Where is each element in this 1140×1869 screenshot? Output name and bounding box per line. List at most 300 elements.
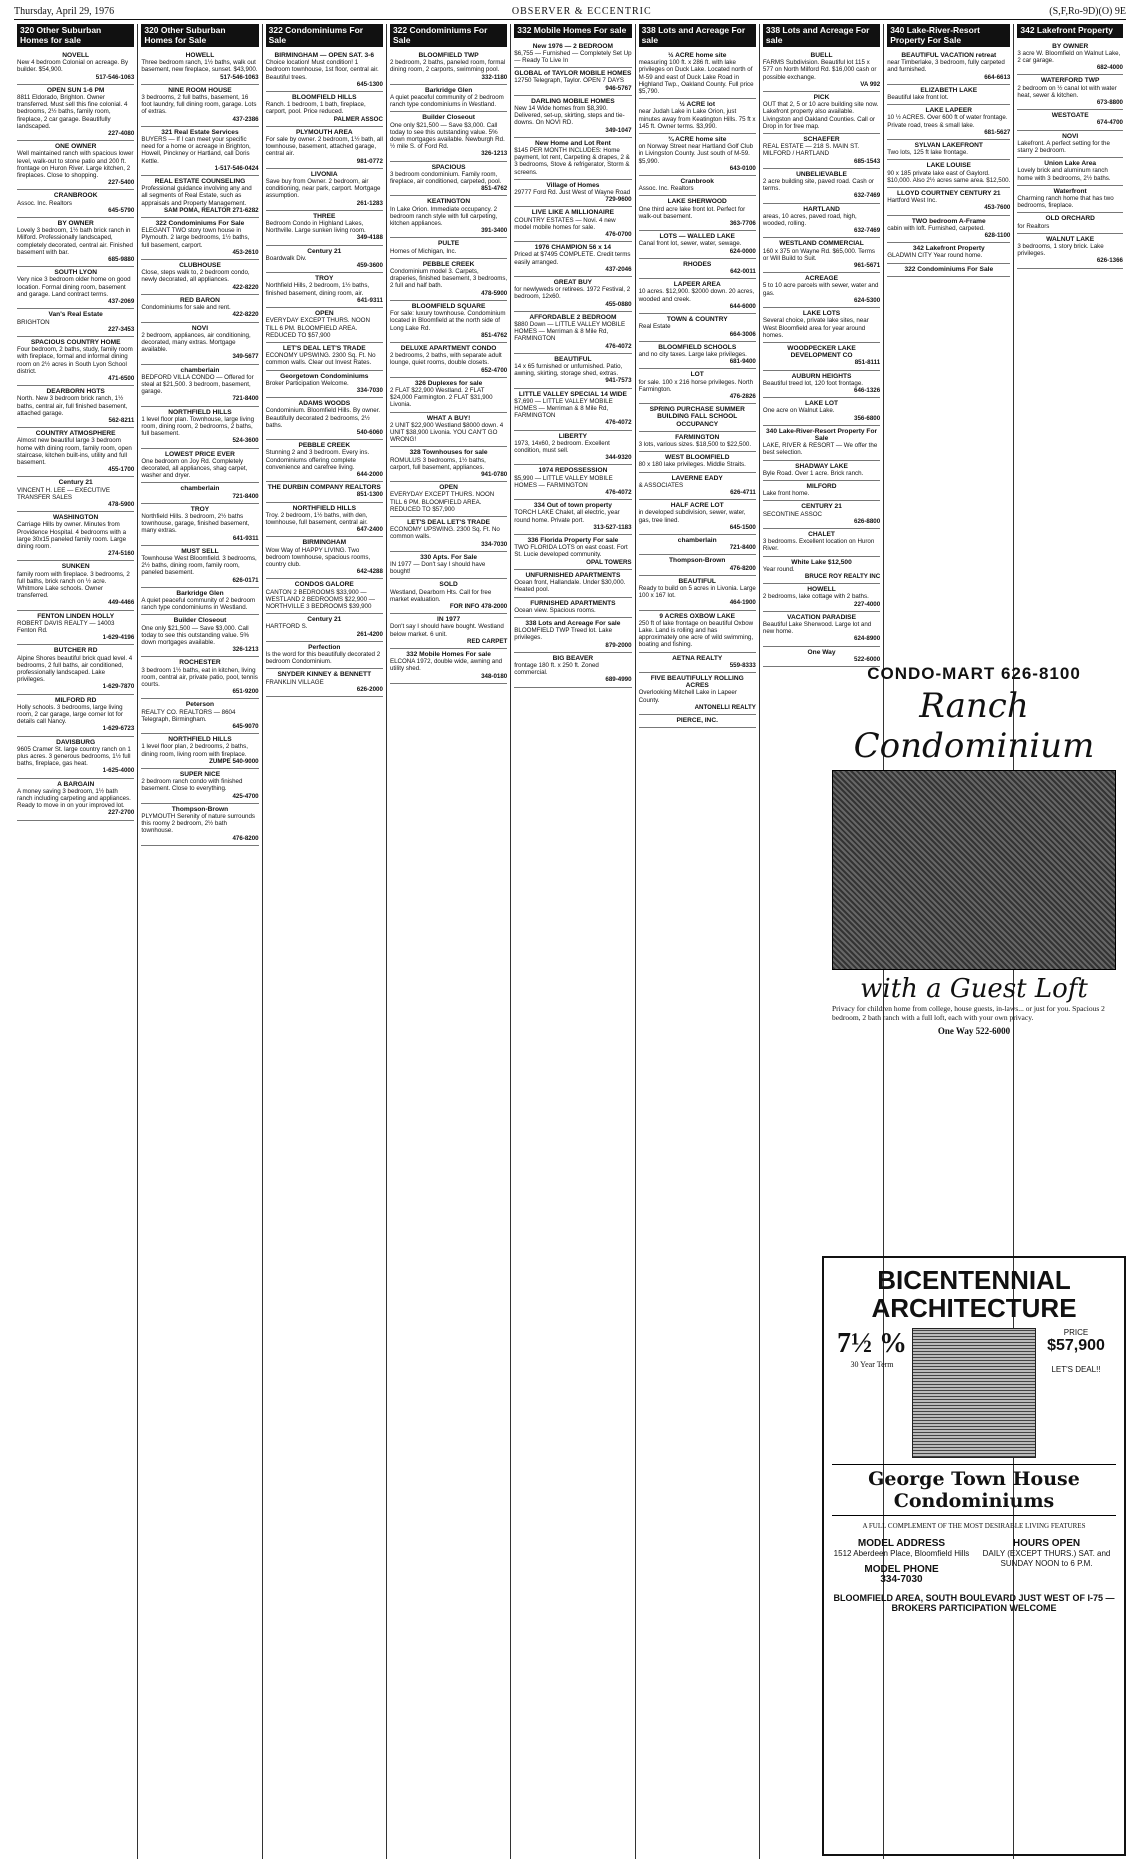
- ad-body: One third acre lake front lot. Perfect for walk-out basement.: [638, 205, 746, 220]
- ad-phone: 540-6060: [356, 428, 383, 436]
- classified-ad: [514, 180, 631, 208]
- ad-title: LAKE LOT: [805, 400, 839, 408]
- classified-ad: [266, 579, 383, 614]
- ad-title: WOODPECKER LAKE DEVELOPMENT CO: [787, 344, 856, 360]
- section-header: 338 Lots and Acreage For sale: [639, 24, 756, 47]
- ad-title: WESTLAND COMMERCIAL: [779, 240, 864, 248]
- ad-phone: 946-5767: [605, 84, 632, 92]
- ad-title: NOVELL: [62, 52, 90, 59]
- ad-phone: 645-9070: [232, 723, 259, 731]
- ad-body: EVERYDAY EXCEPT THURS. NOON TILL 6 PM. BLOOMFIELD AREA. REDUCED TO $57,900: [265, 317, 370, 339]
- ad-body: 1 level floor plan. Townhouse, large living room, dining room, 2 bedrooms, 2 baths, full basement.: [141, 415, 255, 438]
- ad-phone: 624-5300: [854, 296, 881, 304]
- ad-phone: 645-5790: [108, 206, 135, 214]
- ad-title: 338 Lots and Acreage For sale: [525, 619, 621, 627]
- ad-body: 29777 Ford Rd. Just West of Wayne Road: [514, 188, 631, 196]
- classified-ad: [141, 407, 258, 449]
- ad-body: Lovely 3 bedroom, 1½ bath brick ranch in Milford. Professionally landscaped, completely decorated, central air. Finished basement with bar.: [17, 227, 133, 256]
- ad-title: HALF ACRE LOT: [670, 502, 724, 510]
- classified-ad: [887, 264, 1010, 277]
- classified-ad: [266, 246, 383, 274]
- ad-title: RHODES: [683, 260, 712, 268]
- ad-body: 2 UNIT $22,900 Westland $8000 down. 4 UNIT $38,900 Livonia. YOU CAN'T GO WRONG!: [389, 421, 504, 444]
- ad-phone: 1-517-546-0424: [214, 164, 259, 172]
- classified-ad: [1017, 213, 1123, 233]
- section-header: 340 Lake-River-Resort Property For Sale: [887, 24, 1010, 47]
- ad-phone: 348-0180: [481, 672, 508, 680]
- classified-ad: [639, 653, 756, 673]
- ad-phone: 449-4466: [108, 599, 135, 607]
- classified-ad: [141, 546, 258, 588]
- ad-title: OLD ORCHARD: [1045, 215, 1095, 223]
- ad-title: BUELL: [810, 52, 833, 59]
- classified-ad: [266, 50, 383, 92]
- ad-phone: 644-6000: [729, 302, 756, 310]
- classified-ad: [514, 618, 631, 653]
- section-header: 338 Lots and Acreage For sale: [763, 24, 880, 47]
- ad-title: NOVI: [191, 324, 209, 332]
- column-4: [387, 24, 511, 1859]
- column-6: [636, 24, 760, 1859]
- ad-title: Thompson-Brown: [171, 805, 229, 813]
- classified-ad: [514, 207, 631, 242]
- classified-ad: [514, 354, 631, 389]
- ad-phone: 227-2700: [108, 809, 135, 817]
- ad-phone: 685-9880: [108, 256, 135, 264]
- ad-title: LIBERTY: [558, 432, 588, 440]
- ad-phone: 628-1100: [984, 232, 1011, 240]
- ad-phone: 478-5900: [108, 500, 135, 508]
- ad-title: LIVE LIKE A MILLIONAIRE: [531, 209, 615, 217]
- ad-title: 328 Townhouses for sale: [409, 449, 488, 457]
- ad-body: OUT that 2, 5 or 10 acre building site now. Lakefront property also available. Livingston and Oakland Counties. Call or Drop in for free map.: [762, 101, 879, 130]
- ad-body: Two lots, 125 ft lake frontage.: [887, 149, 969, 157]
- ad-phone: 674-4700: [1096, 119, 1123, 127]
- ad-body: Several choice, private lake sites, near West Bloomfield area for year around homes.: [762, 317, 869, 339]
- classified-ad: [763, 612, 880, 647]
- classified-ad: [141, 615, 258, 657]
- ad-title: MILFORD RD: [54, 696, 97, 704]
- ad-phone: ZUMPE 540-9000: [209, 757, 259, 765]
- ad-phone: 344-9320: [605, 454, 632, 462]
- section-header: 322 Condominiums For Sale: [266, 24, 383, 47]
- ad-body: Condominiums for sale and rent.: [141, 304, 231, 312]
- ad-body: Assoc. Inc. Realtors: [638, 185, 694, 193]
- ad-phone: 632-7469: [854, 227, 881, 235]
- ad-phone: 326-1213: [481, 150, 508, 158]
- classified-ad: [514, 242, 631, 277]
- classified-ad: [266, 169, 383, 211]
- ad-phone: 562-8211: [108, 416, 135, 424]
- ad-phone: 559-8333: [729, 661, 756, 669]
- ad-title: FURNISHED APARTMENTS: [530, 599, 616, 607]
- classified-ad: [141, 804, 258, 846]
- ad-phone: 464-1900: [729, 599, 756, 607]
- ad-body: A money saving 3 bedroom, 1½ bath ranch including carpeting and appliances. Ready to move in on your improved lot.: [17, 787, 131, 810]
- ad-title: Barkridge Glen: [424, 86, 473, 94]
- ad-body: & ASSOCIATES: [638, 481, 684, 489]
- classified-ad: [266, 273, 383, 308]
- ad-title: WEST BLOOMFIELD: [664, 454, 730, 462]
- ad-phone: 651-9200: [232, 688, 259, 696]
- classified-ad: [514, 431, 631, 466]
- column-1: [14, 24, 138, 1859]
- ad-phone: 981-0772: [356, 157, 383, 165]
- ad-title: ACREAGE: [805, 275, 839, 283]
- classified-ad: [17, 85, 134, 141]
- classified-ad: [514, 535, 631, 570]
- classified-ad: [887, 140, 1010, 160]
- classified-ad: [141, 734, 258, 769]
- ad-phone: 476-4072: [605, 419, 632, 427]
- ad-body: FARMS Subdivision. Beautiful lot 115 x 577 on North Milford Rd. $16,000 cash or possible exchange.: [762, 59, 877, 81]
- classified-ad: [390, 447, 507, 482]
- ad-body: Three bedroom ranch, 1½ baths, walk out basement, new fireplace, sunset. $43,900.: [141, 59, 258, 74]
- classified-ad: [763, 529, 880, 557]
- ad-title: Georgetown Condominiums: [280, 372, 369, 380]
- classified-ad: [390, 85, 507, 113]
- ad-phone: VA 992: [860, 80, 881, 88]
- ad-phone: 664-6613: [984, 73, 1011, 81]
- ad-phone: 326-1213: [232, 646, 259, 654]
- ad-body: A quiet peaceful community of 2 bedroom ranch type condominiums in Westland.: [389, 94, 504, 109]
- classified-ad: [1017, 41, 1123, 76]
- classified-ad: [763, 481, 880, 501]
- ad-body: New 14 Wide homes from $8,390. Delivered, set-up, skirting, steps and tie-downs. On NOVI RD.: [514, 104, 625, 127]
- ad-title: 334 Out of town property: [533, 502, 612, 510]
- ad-body: near Judah Lake in Lake Orion, just minutes away from Keatington Hills. 75 ft x 145 ft. Owner terms. $3,990.: [638, 108, 756, 130]
- model-phone-label: MODEL PHONE: [864, 1564, 939, 1575]
- ad-body: A quiet peaceful community of 2 bedroom ranch type condominiums in Westland.: [141, 597, 256, 612]
- classified-ad: [390, 649, 507, 684]
- ad-body: Holly schools. 3 bedrooms, large living room, 2 car garage, large corner lot for details call Nancy.: [17, 703, 123, 726]
- ad-body: family room with fireplace. 3 bedrooms, 2 full baths, brick ranch on ½ acre. Whitmore Lake schools. Owner transferred.: [17, 570, 130, 600]
- ad-phone: OPAL TOWERS: [586, 558, 632, 566]
- classified-ad: [763, 461, 880, 481]
- ad-title: PULTE: [438, 240, 460, 248]
- ad-title: CRANBROOK: [53, 192, 98, 200]
- classified-ad: [763, 50, 880, 92]
- ad-title: WESTGATE: [1051, 112, 1089, 120]
- ad-body: Professional guidance involving any and all segments of Real Estate, such as appraisals and Property Management.: [141, 185, 252, 207]
- classified-ad: [266, 398, 383, 440]
- ad-phone: 453-2610: [232, 248, 259, 256]
- ad-title: Century 21: [307, 616, 342, 624]
- ad-phone: 476-0700: [605, 230, 632, 238]
- classified-ad: [266, 92, 383, 127]
- ad-title: LAPEER AREA: [673, 281, 721, 289]
- ad-phone: 624-8900: [854, 635, 881, 643]
- ad-title: THE DURBIN COMPANY REALTORS: [267, 484, 381, 492]
- ad-title: DEARBORN HGTS: [46, 388, 105, 396]
- ad-body: 3 bedrooms, 1 story brick. Lake privileges.: [1017, 242, 1104, 258]
- guest-loft-title: with a Guest Loft: [860, 974, 1088, 1004]
- ad-phone: 334-7030: [356, 386, 383, 394]
- classified-ad: [639, 500, 756, 535]
- ad-title: Peterson: [185, 701, 215, 709]
- ad-title: chamberlain: [180, 485, 220, 493]
- classified-ad: [141, 504, 258, 546]
- classified-ad: [639, 404, 756, 432]
- classified-ad: [390, 196, 507, 238]
- classified-ad: [639, 535, 756, 555]
- ad-body: near Timberlake, 3 bedroom, fully carpeted and furnished.: [887, 59, 1005, 74]
- ad-title: ADAMS WOODS: [298, 400, 351, 408]
- classified-ad: [763, 426, 880, 461]
- ad-body: Homes of Michigan, Inc.: [389, 247, 457, 255]
- ad-title: Village of Homes: [546, 181, 600, 189]
- ad-title: BIRMINGHAM: [302, 539, 347, 547]
- ad-body: Boardwalk Div.: [265, 254, 307, 262]
- ad-phone: 356-6800: [854, 414, 881, 422]
- ad-title: TOWN & COUNTRY: [666, 316, 728, 324]
- ad-phone: 261-4200: [356, 630, 383, 638]
- ad-title: Van's Real Estate: [48, 311, 103, 319]
- ad-title: LLOYD COURTNEY CENTURY 21: [897, 190, 1001, 198]
- ad-title: Barkridge Glen: [176, 589, 224, 597]
- ad-phone: 422-8220: [232, 283, 259, 291]
- classified-ad: [639, 555, 756, 575]
- ad-body: LAKE, RIVER & RESORT — We offer the best selection.: [762, 442, 878, 457]
- ad-body: 5 to 10 acre parcels with sewer, water and gas.: [762, 282, 879, 297]
- ad-body: 3 acre W. Bloomfield on Walnut Lake, 2 car garage.: [1017, 49, 1121, 64]
- ad-body: REALTY CO. REALTORS — 8604 Telegraph, Birmingham.: [141, 708, 236, 723]
- ad-phone: 642-0011: [730, 268, 756, 276]
- ad-title: BLOOMFIELD HILLS: [292, 94, 357, 102]
- ad-title: HARTLAND: [803, 205, 840, 213]
- ad-phone: 334-7030: [481, 540, 508, 548]
- ad-phone: 645-1300: [356, 80, 383, 88]
- ad-body: 3 bedrooms, 2 full baths, basement, 16 foot laundry, full dining room, garage. Lots of extras.: [141, 94, 257, 116]
- ad-title: HOWELL: [185, 52, 215, 59]
- ad-body: 160 x 375 on Wayne Rd. $65,000. Terms or Will Build to Suit.: [762, 247, 876, 262]
- section-header: 332 Mobile Homes For sale: [514, 24, 631, 38]
- ad-title: Century 21: [58, 479, 93, 487]
- ad-title: LOWEST PRICE EVER: [164, 450, 235, 458]
- ad-body: Hartford West Inc.: [887, 197, 937, 205]
- one-way-phone: One Way 522-6000: [937, 1026, 1011, 1036]
- page-code: (S,F,Ro-9D)(O) 9E: [1049, 6, 1126, 17]
- tagline: A FULL COMPLEMENT OF THE MOST DESIRABLE LIVING FEATURES: [862, 1522, 1086, 1530]
- ad-body: Choice location! Must condition! 1 bedroom townhouse, 1st floor, central air. Beautiful trees.: [265, 59, 379, 81]
- interior-photo: [832, 770, 1116, 970]
- classified-ad: [141, 85, 258, 127]
- ad-title: 1976 CHAMPION 56 x 14: [534, 244, 612, 252]
- ad-body: For sale: luxury townhouse. Condominium located in Bloomfield at the north side of Long Lake Rd.: [389, 310, 506, 332]
- classified-ad: [17, 309, 134, 337]
- classified-ad: [639, 231, 756, 259]
- classified-ad: [887, 50, 1010, 85]
- ad-title: GLOBAL of TAYLOR MOBILE HOMES: [514, 70, 632, 78]
- classified-ad: [17, 645, 134, 694]
- ad-body: $7,690 — LITTLE VALLEY MOBILE HOMES — Merriman & 8 Mile Rd, FARMINGTON: [514, 397, 613, 420]
- classified-ad: [639, 259, 756, 279]
- ad-phone: 476-8200: [232, 834, 259, 842]
- classified-ad: [390, 112, 507, 161]
- bicentennial-ad: [822, 1256, 1126, 1856]
- classified-ad: [390, 50, 507, 85]
- ad-phone: 517-546-1063: [95, 73, 135, 81]
- ad-body: Assoc. Inc. Realtors: [17, 199, 73, 207]
- ad-title: OPEN SUN 1-6 PM: [46, 86, 105, 94]
- ad-title: 330 Apts. For Sale: [420, 553, 478, 561]
- ad-title: FIVE BEAUTIFULLY ROLLING ACRES: [650, 675, 744, 690]
- ad-phone: 647-2400: [356, 526, 383, 534]
- ad-body: One acre on Walnut Lake.: [762, 407, 835, 415]
- ad-body: CANTON 2 BEDROOMS $33,900 — WESTLAND 2 BEDROOMS $22,900 — NORTHVILLE 3 BEDROOMS $39,900: [265, 588, 375, 610]
- ad-title: AUBURN HEIGHTS: [791, 372, 852, 380]
- classified-ad: [514, 389, 631, 431]
- ad-phone: 349-1047: [605, 126, 632, 134]
- price-block: [1036, 1328, 1116, 1458]
- ad-body: 2 bedroom on ½ canal lot with water heat, sewer & kitchen.: [1017, 84, 1117, 99]
- classified-ad: [17, 428, 134, 477]
- ad-phone: 363-7706: [729, 220, 756, 228]
- ad-body: Townhouse West Bloomfield. 3 bedrooms, 2½ baths, dining room, family room, paneled basement.: [141, 554, 257, 577]
- ad-phone: 524-3600: [232, 437, 259, 445]
- classified-ad: [763, 92, 880, 134]
- ad-title: BIRMINGHAM — OPEN SAT. 3-6: [274, 52, 375, 59]
- ad-title: BEAUTIFUL VACATION retreat: [901, 52, 997, 59]
- masthead: [14, 4, 1126, 20]
- classified-ad: [141, 176, 258, 218]
- ad-body: 2 FLAT $22,900 Westland. 2 FLAT $24,000 Farmington. 2 FLAT $31,900 Livonia.: [389, 386, 493, 409]
- ad-phone: 681-5627: [984, 128, 1011, 136]
- classified-ad: [266, 127, 383, 169]
- ad-title: NORTHFIELD HILLS: [292, 504, 356, 512]
- classified-ad: [639, 452, 756, 472]
- ad-title: SNYDER KINNEY & BENNETT: [277, 671, 372, 679]
- model-address: 1512 Aberdeen Place, Bloomfield Hills: [833, 1549, 970, 1558]
- classified-ad: [17, 50, 134, 85]
- classified-ad: [141, 657, 258, 699]
- ad-body: 2 bedroom, appliances, air conditioning, decorated, many extras. Mortgage available.: [141, 331, 251, 354]
- ad-title: 326 Duplexes for sale: [414, 379, 483, 387]
- ad-body: Troy. 2 bedroom, 1½ baths, with den, townhouse, full basement, central air.: [265, 511, 368, 526]
- ad-title: chamberlain: [180, 366, 220, 374]
- ad-title: 322 Condominiums For Sale: [904, 265, 994, 273]
- classified-ad: [639, 576, 756, 611]
- ad-title: NINE ROOM HOUSE: [168, 86, 232, 94]
- ad-phone: 227-4080: [108, 130, 135, 138]
- ad-phone: PALMER ASSOC: [333, 115, 383, 123]
- ad-phone: 681-9400: [729, 358, 756, 366]
- classified-ad: [17, 737, 134, 779]
- ad-title: LAKE LOUISE: [926, 162, 971, 170]
- classified-ad: [266, 482, 383, 502]
- ad-body: 14 x 65 furnished or unfurnished. Patio, awning, skirting, storage shed, extras.: [514, 363, 623, 378]
- ad-title: SCHAEFER: [803, 136, 840, 144]
- ad-title: SOUTH LYON: [54, 269, 97, 277]
- ad-body: SECONTINE ASSOC: [762, 510, 823, 518]
- ranch-condo-ad: [822, 662, 1126, 1242]
- ad-body: Real Estate: [638, 323, 671, 331]
- classified-ad: [141, 699, 258, 734]
- deal-text: LET'S DEAL!!: [1051, 1365, 1101, 1374]
- ad-title: DARLING MOBILE HOMES: [531, 97, 615, 105]
- ad-body: Beautiful lake front lot.: [887, 94, 949, 102]
- ad-body: HARTFORD S.: [265, 623, 308, 631]
- classified-ad: [390, 162, 507, 197]
- classified-ad: [639, 342, 756, 370]
- ad-body: for sale. 100 x 216 horse privileges. North Farmington.: [638, 378, 754, 393]
- classified-ad: [17, 561, 134, 610]
- ad-title: One Way: [807, 648, 836, 656]
- ad-body: Westland, Dearborn Hts. Call for free market evaluation.: [389, 588, 492, 603]
- classified-ad: [1017, 158, 1123, 186]
- ad-title: Builder Closeout: [173, 617, 227, 625]
- classified-ad: [763, 343, 880, 371]
- ad-body: Don't say I should have bought. Westland below market. 6 unit.: [389, 623, 504, 638]
- rate-note: 30 Year Term: [850, 1360, 894, 1369]
- ad-phone: 673-8800: [1096, 98, 1123, 106]
- classified-ad: [887, 85, 1010, 105]
- classified-ad: [266, 669, 383, 697]
- ad-phone: 332-1180: [481, 73, 508, 81]
- ad-title: SPACIOUS COUNTRY HOME: [30, 338, 121, 346]
- ad-title: 9 ACRES OXBOW LAKE: [659, 612, 736, 620]
- classified-ad: [1017, 110, 1123, 130]
- ad-title: PIERCE, INC.: [676, 717, 718, 725]
- classified-ad: [1017, 131, 1123, 159]
- classified-ad: [266, 642, 383, 670]
- ad-phone: 391-3400: [481, 227, 508, 235]
- classified-ad: [266, 308, 383, 343]
- classified-ad: [17, 386, 134, 428]
- ad-body: Northfield Hills, 2 bedroom, 1½ baths, finished basement, dining room, air.: [265, 282, 370, 297]
- ad-body: TORCH LAKE Chalet, all electric, year round home. Private port.: [514, 509, 620, 524]
- ad-phone: 626-1366: [1096, 257, 1123, 265]
- classified-ad: [141, 365, 258, 407]
- ad-title: SUPER NICE: [179, 771, 221, 779]
- classified-ad: [639, 432, 756, 452]
- ad-body: 2 bedroom, 2 baths, paneled room, formal dining room, 2 carports, swimming pool.: [389, 59, 506, 74]
- ad-phone: 1-625-4000: [102, 767, 135, 775]
- ad-body: In Lake Orion. Immediate occupancy. 2 bedroom ranch style with full carpeting, kitchen appliances.: [389, 205, 498, 228]
- ad-body: Stunning 2 and 3 bedroom. Every ins. Condominiums offering complete convenience and carefree living.: [265, 449, 370, 471]
- classified-ad: [390, 517, 507, 552]
- ad-body: Is the word for this beautifully decorated 2 bedroom Condominium.: [265, 651, 381, 666]
- rate-value: 7½ %: [837, 1328, 907, 1359]
- classified-ad: [266, 211, 383, 246]
- ad-title: New 1976 — 2 BEDROOM: [532, 42, 614, 50]
- ad-phone: 476-4072: [605, 342, 632, 350]
- column-3: [263, 24, 387, 1859]
- ad-title: BEAUTIFUL: [554, 355, 592, 363]
- column-5: [511, 24, 635, 1859]
- ad-title: THREE: [313, 212, 336, 220]
- classified-ad: [266, 537, 383, 579]
- ad-phone: 641-9311: [232, 534, 259, 542]
- classified-ad: [887, 188, 1010, 216]
- ad-title: CHALET: [808, 530, 835, 538]
- hours-info: [977, 1539, 1116, 1585]
- classified-ad: [514, 465, 631, 500]
- ad-phone: BRUCE ROY REALTY INC: [804, 572, 881, 580]
- ad-title: FARMINGTON: [675, 433, 720, 441]
- classified-ad: [141, 127, 258, 176]
- ad-body: BRIGHTON: [17, 318, 50, 326]
- classified-ad: [763, 238, 880, 273]
- classified-ad: [141, 588, 258, 616]
- ad-phone: 227-3453: [108, 325, 135, 333]
- ad-title: TWO bedroom A-Frame: [911, 217, 986, 225]
- ad-title: NOVI: [1062, 132, 1079, 140]
- classified-ad: [639, 279, 756, 314]
- ad-title: CONDOS GALORE: [294, 581, 354, 589]
- classified-ad: [17, 695, 134, 737]
- ad-title: GREAT BUY: [553, 278, 593, 286]
